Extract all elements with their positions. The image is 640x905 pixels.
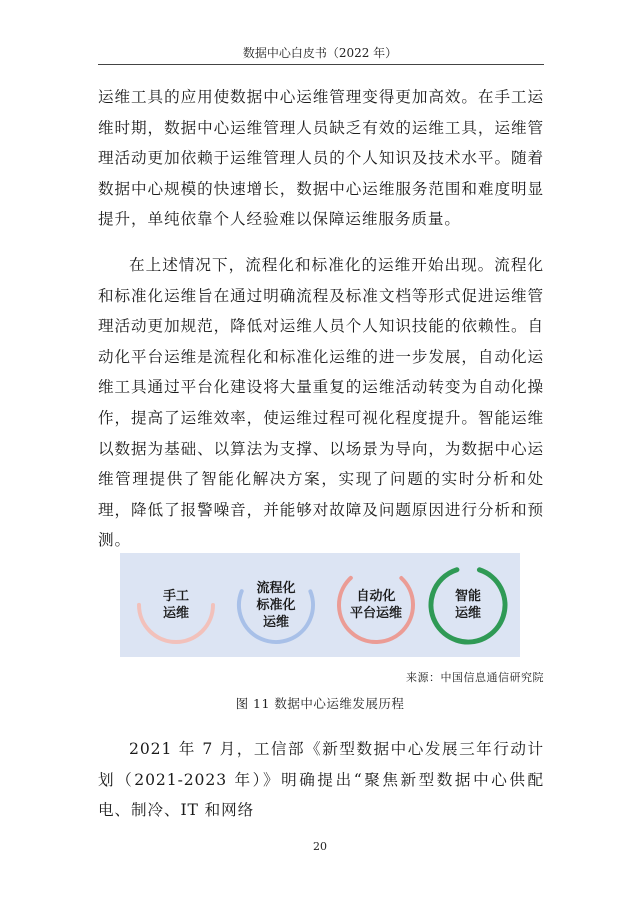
paragraph-3: 2021 年 7 月，工信部《新型数据中心发展三年行动计划（2021-2023 年）》明确提出“聚焦新型数据中心供配电、制冷、IT 和网络 — [98, 740, 544, 820]
paragraph-2: 在上述情况下，流程化和标准化的运维开始出现。流程化和标准化运维旨在通过明确流程及标准文档等形式促进运维管理活动更加规范，降低对运维人员个人知识技能的依赖性。自动化平台运维是流程化和标准化运维的进一步发展，自动化运维工具通过平台化建设将大量重复的运维活动转变为自动化操作，提高了运维效率，使运维过程可视化程度提升。智能运维以数据为基础、以算法为支撑、以场景为导向，为数据中心运维管理提供了智能化解决方案，实现了问题的实时分析和处理，降低了报警噪音，并能够对故障及问题原因进行分析和预测。 — [98, 256, 544, 550]
stage-standardized-ops — [232, 561, 320, 649]
stage-label: 自动化 平台运维 — [349, 589, 402, 621]
stage-label: 手工 运维 — [162, 589, 189, 621]
figure-source: 来源：中国信息通信研究院 — [406, 671, 544, 684]
stage-manual-ops — [132, 561, 220, 649]
stage-intelligent-ops — [424, 561, 512, 649]
figure-ops-evolution — [120, 553, 520, 657]
running-header: 数据中心白皮书（2022 年） — [242, 46, 398, 60]
stage-label: 流程化 标准化 运维 — [256, 580, 296, 630]
page-number: 20 — [313, 840, 327, 853]
header-rule — [98, 64, 544, 65]
figure-caption: 图 11 数据中心运维发展历程 — [235, 696, 405, 711]
stage-automated-platform-ops — [332, 561, 420, 649]
paragraph-1: 运维工具的应用使数据中心运维管理变得更加高效。在手工运维时期，数据中心运维管理人员缺乏有效的运维工具，运维管理活动更加依赖于运维管理人员的个人知识及技术水平。随着数据中心规模的快速增长，数据中心运维服务范围和难度明显提升，单纯依靠个人经验难以保障运维服务质量。 — [98, 88, 544, 229]
stage-label: 智能 运维 — [454, 589, 481, 621]
